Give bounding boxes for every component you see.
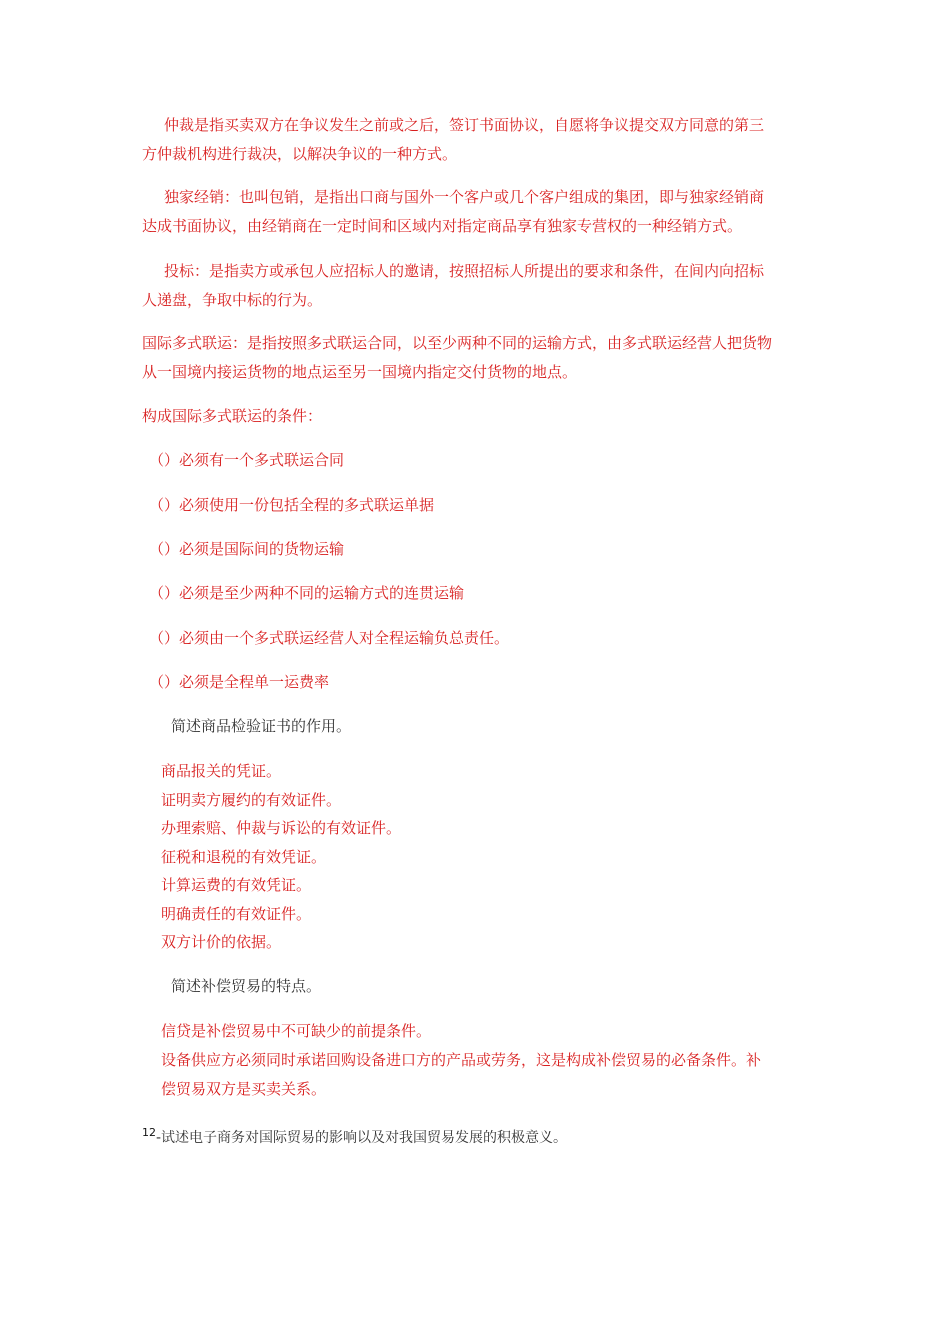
text-line: 人递盘，争取中标的行为。 — [142, 291, 323, 309]
arbitration-paragraph — [142, 111, 814, 169]
multimodal-paragraph — [142, 329, 814, 387]
compensation-answers — [161, 1017, 811, 1104]
question-certificate: 简述商品检验证书的作用。 — [171, 717, 352, 735]
conditions-title: 构成国际多式联运的条件： — [142, 407, 323, 425]
question-compensation: 简述补偿贸易的特点。 — [171, 977, 322, 995]
answer-item: 商品报关的凭证。 — [161, 762, 282, 780]
text-line: 国际多式联运：是指按照多式联运合同，以至少两种不同的运输方式，由多式联运经营人把货物 — [142, 334, 773, 352]
condition-item: （）必须使用一份包括全程的多式联运单据 — [149, 496, 435, 514]
text-line: 达成书面协议，由经销商在一定时间和区域内对指定商品享有独家专营权的一种经销方式。 — [142, 217, 743, 235]
answer-item: 办理索赔、仲裁与诉讼的有效证件。 — [161, 819, 402, 837]
condition-item: （）必须是至少两种不同的运输方式的连贯运输 — [149, 584, 465, 602]
answer-item: 征税和退税的有效凭证。 — [161, 847, 327, 866]
condition-item: （）必须是全程单一运费率 — [149, 673, 330, 691]
answer-item: 明确责任的有效证件。 — [161, 904, 312, 923]
condition-item: （）必须是国际间的货物运输 — [149, 540, 345, 558]
answer-item: 偿贸易双方是买卖关系。 — [161, 1080, 327, 1098]
text-line: 方仲裁机构进行裁决，以解决争议的一种方式。 — [142, 145, 458, 163]
question-number: 12 — [142, 1126, 156, 1139]
question-12 — [142, 1124, 567, 1153]
answer-item: 证明卖方履约的有效证件。 — [161, 790, 342, 809]
condition-item: （）必须由一个多式联运经营人对全程运输负总责任。 — [149, 629, 510, 647]
question-text: -试述电子商务对国际贸易的影响以及对我国贸易发展的积极意义。 — [156, 1130, 568, 1146]
answer-item: 计算运费的有效凭证。 — [161, 876, 312, 894]
answer-item: 设备供应方必须同时承诺回购设备进口方的产品或劳务，这是构成补偿贸易的必备条件。补 — [161, 1051, 762, 1069]
answer-item: 信贷是补偿贸易中不可缺少的前提条件。 — [161, 1022, 432, 1040]
exclusive-sales-paragraph — [142, 183, 814, 241]
text-line: 仲裁是指买卖双方在争议发生之前或之后，签订书面协议，自愿将争议提交双方同意的第三 — [164, 116, 765, 134]
text-line: 从一国境内接运货物的地点运至另一国境内指定交付货物的地点。 — [142, 363, 578, 381]
text-line: 独家经销：也叫包销，是指出口商与国外一个客户或几个客户组成的集团，即与独家经销商 — [164, 188, 765, 206]
certificate-answers — [161, 757, 761, 957]
condition-item: （）必须有一个多式联运合同 — [149, 451, 345, 469]
text-line: 投标：是指卖方或承包人应招标人的邀请，按照招标人所提出的要求和条件，在间内向招标 — [164, 262, 765, 280]
bidding-paragraph — [142, 257, 814, 315]
answer-item: 双方计价的依据。 — [161, 933, 282, 951]
